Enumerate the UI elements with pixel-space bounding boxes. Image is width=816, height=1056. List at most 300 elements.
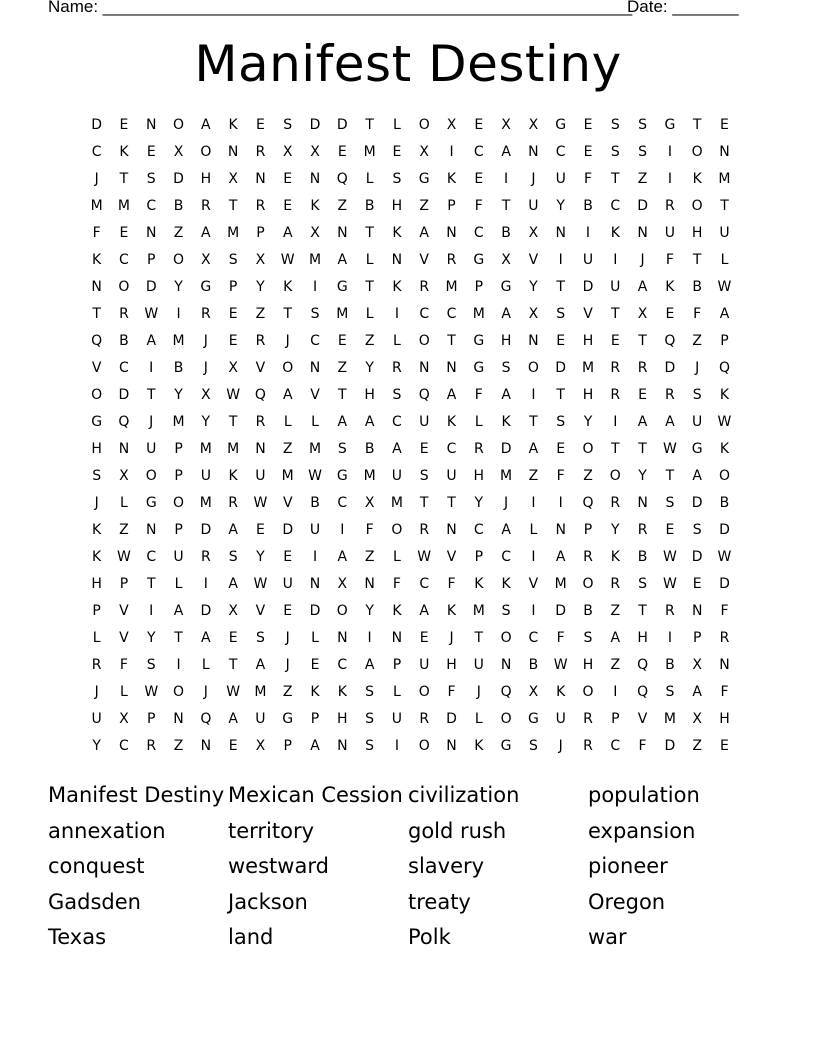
- grid-letter: B: [665, 657, 675, 673]
- grid-letter: U: [391, 711, 403, 727]
- grid-letter: N: [227, 144, 239, 160]
- grid-letter: G: [336, 279, 348, 295]
- grid-letter: E: [638, 387, 648, 403]
- grid-letter: F: [556, 630, 565, 646]
- grid-letter: O: [609, 468, 621, 484]
- grid-letter: O: [391, 522, 403, 538]
- grid-letter: U: [391, 468, 403, 484]
- grid-letter: L: [393, 117, 401, 133]
- grid-letter: S: [528, 738, 538, 754]
- grid-letter: H: [637, 630, 648, 646]
- grid-letter: M: [90, 198, 103, 214]
- grid-letter: N: [719, 144, 730, 160]
- grid-letter: T: [611, 441, 620, 457]
- grid-letter: R: [200, 549, 211, 565]
- grid-letter: E: [474, 171, 484, 187]
- grid-letter: D: [309, 603, 321, 619]
- grid-letter: I: [667, 144, 672, 160]
- grid-letter: W: [253, 576, 268, 592]
- grid-letter: P: [611, 711, 620, 727]
- grid-letter: G: [200, 279, 212, 295]
- grid-letter: K: [92, 549, 102, 565]
- grid-letter: T: [92, 306, 101, 322]
- grid-letter: U: [200, 468, 211, 484]
- grid-letter: T: [665, 468, 675, 484]
- grid-letter: J: [203, 333, 208, 349]
- grid-letter: X: [119, 711, 129, 727]
- grid-letter: V: [528, 252, 539, 268]
- grid-letter: F: [583, 171, 593, 187]
- grid-letter: W: [662, 441, 677, 457]
- grid-letter: O: [118, 279, 130, 295]
- grid-letter: H: [200, 171, 212, 187]
- grid-letter: Y: [474, 495, 484, 511]
- grid-letter: T: [146, 387, 156, 403]
- grid-letter: X: [337, 576, 348, 592]
- grid-letter: W: [553, 657, 568, 673]
- grid-letter: S: [228, 252, 238, 268]
- grid-letter: X: [282, 144, 293, 160]
- name-field-label: Name: ________________________________________________________: [48, 0, 633, 16]
- grid-letter: D: [118, 387, 130, 403]
- grid-letter: A: [337, 414, 348, 430]
- grid-letter: A: [501, 522, 511, 538]
- grid-letter: F: [392, 576, 401, 592]
- grid-letter: L: [720, 252, 729, 268]
- grid-letter: X: [528, 225, 539, 241]
- word-bank-item: Texas: [48, 925, 107, 949]
- grid-letter: D: [637, 198, 648, 214]
- grid-letter: V: [583, 306, 593, 322]
- grid-letter: A: [337, 549, 348, 565]
- grid-letter: D: [664, 738, 676, 754]
- grid-letter: F: [474, 198, 483, 214]
- word-bank-item: annexation: [48, 818, 166, 843]
- grid-letter: P: [119, 576, 129, 592]
- grid-letter: T: [556, 279, 565, 295]
- grid-letter: C: [91, 144, 102, 160]
- grid-letter: L: [174, 576, 183, 592]
- grid-letter: N: [555, 225, 566, 241]
- grid-letter: K: [310, 198, 320, 214]
- grid-letter: H: [337, 711, 348, 727]
- grid-letter: O: [282, 360, 294, 376]
- grid-letter: T: [283, 306, 292, 322]
- grid-letter: Z: [419, 198, 429, 214]
- grid-letter: O: [173, 684, 185, 700]
- grid-letter: K: [92, 522, 102, 538]
- grid-letter: E: [610, 333, 620, 349]
- grid-letter: P: [174, 522, 183, 538]
- grid-letter: L: [365, 171, 374, 187]
- grid-letter: S: [146, 171, 156, 187]
- grid-letter: C: [419, 576, 430, 592]
- grid-letter: X: [201, 387, 211, 403]
- grid-letter: M: [308, 252, 322, 268]
- grid-letter: I: [149, 360, 154, 376]
- grid-letter: T: [638, 441, 647, 457]
- grid-letter: Z: [610, 603, 621, 619]
- grid-letter: N: [391, 252, 403, 268]
- grid-letter: H: [582, 387, 594, 403]
- grid-letter: M: [308, 441, 322, 457]
- grid-letter: V: [255, 603, 266, 619]
- grid-letter: M: [472, 603, 485, 619]
- grid-letter: P: [474, 279, 484, 295]
- grid-letter: D: [555, 603, 567, 619]
- word-bank-item: treaty: [408, 889, 471, 914]
- grid-letter: G: [473, 252, 485, 268]
- grid-letter: D: [145, 279, 157, 295]
- grid-letter: I: [367, 630, 372, 646]
- grid-letter: H: [582, 657, 594, 673]
- grid-letter: S: [146, 657, 156, 673]
- grid-letter: Y: [583, 414, 593, 430]
- grid-letter: T: [501, 198, 511, 214]
- grid-letter: S: [365, 738, 375, 754]
- grid-letter: J: [476, 684, 481, 700]
- grid-letter: Z: [282, 684, 293, 700]
- grid-letter: W: [144, 684, 159, 700]
- grid-letter: M: [227, 441, 240, 457]
- grid-letter: L: [365, 252, 374, 268]
- grid-letter: F: [474, 387, 483, 403]
- grid-letter: X: [692, 657, 702, 673]
- grid-letter: G: [691, 441, 703, 457]
- grid-letter: H: [446, 657, 457, 673]
- grid-letter: C: [473, 225, 484, 241]
- grid-letter: L: [92, 630, 101, 646]
- grid-letter: T: [365, 225, 374, 241]
- grid-letter: X: [228, 360, 238, 376]
- grid-letter: C: [146, 549, 157, 565]
- grid-letter: K: [610, 549, 620, 565]
- grid-letter: T: [611, 171, 620, 187]
- grid-letter: Z: [610, 657, 621, 673]
- grid-letter: K: [610, 225, 620, 241]
- grid-letter: A: [692, 468, 702, 484]
- grid-letter: O: [173, 495, 185, 511]
- word-bank-item: Polk: [408, 925, 451, 949]
- grid-letter: K: [310, 684, 320, 700]
- grid-letter: R: [473, 441, 484, 457]
- grid-letter: A: [392, 441, 402, 457]
- grid-letter: Z: [692, 333, 702, 349]
- grid-letter: D: [282, 522, 294, 538]
- grid-letter: H: [500, 333, 512, 349]
- grid-letter: B: [364, 198, 375, 214]
- grid-letter: U: [473, 657, 484, 673]
- grid-letter: J: [640, 252, 645, 268]
- grid-letter: S: [583, 630, 593, 646]
- grid-letter: C: [419, 306, 430, 322]
- word-bank-item: pioneer: [588, 854, 668, 878]
- grid-letter: B: [119, 333, 129, 349]
- grid-letter: U: [555, 711, 566, 727]
- grid-letter: P: [283, 738, 292, 754]
- grid-letter: W: [117, 549, 131, 565]
- grid-letter: V: [419, 252, 429, 268]
- grid-letter: E: [228, 306, 238, 322]
- grid-letter: E: [419, 441, 429, 457]
- grid-letter: T: [692, 252, 702, 268]
- grid-letter: O: [582, 576, 594, 592]
- grid-letter: U: [664, 225, 675, 241]
- grid-letter: B: [583, 603, 593, 619]
- word-bank-item: westward: [228, 854, 329, 878]
- grid-letter: Z: [692, 738, 702, 754]
- grid-letter: R: [719, 630, 730, 646]
- grid-letter: E: [583, 144, 593, 160]
- grid-letter: R: [255, 198, 266, 214]
- grid-letter: J: [531, 171, 536, 187]
- grid-letter: S: [283, 117, 293, 133]
- grid-letter: T: [419, 495, 429, 511]
- grid-letter: U: [91, 711, 102, 727]
- grid-letter: U: [528, 198, 539, 214]
- grid-letter: B: [583, 198, 593, 214]
- grid-letter: K: [719, 441, 730, 457]
- header-line: [48, 0, 768, 18]
- grid-letter: E: [474, 117, 484, 133]
- grid-letter: X: [419, 144, 429, 160]
- grid-letter: J: [203, 360, 208, 376]
- grid-letter: Z: [364, 333, 375, 349]
- grid-letter: A: [610, 630, 621, 646]
- grid-letter: C: [119, 360, 129, 376]
- grid-letter: A: [501, 306, 511, 322]
- grid-letter: I: [667, 630, 672, 646]
- grid-letter: P: [92, 603, 101, 619]
- grid-letter: O: [691, 198, 703, 214]
- grid-letter: W: [717, 414, 732, 430]
- grid-letter: R: [255, 414, 266, 430]
- grid-letter: D: [691, 549, 703, 565]
- grid-letter: W: [253, 495, 268, 511]
- word-bank-item: land: [228, 925, 274, 949]
- grid-letter: Z: [583, 468, 593, 484]
- grid-letter: V: [446, 549, 457, 565]
- grid-letter: A: [255, 657, 266, 673]
- grid-letter: N: [364, 576, 375, 592]
- grid-letter: K: [719, 387, 730, 403]
- grid-letter: E: [310, 657, 320, 673]
- grid-letter: H: [582, 333, 594, 349]
- grid-letter: T: [692, 117, 702, 133]
- grid-letter: C: [146, 198, 157, 214]
- grid-letter: S: [228, 549, 238, 565]
- grid-letter: E: [283, 603, 293, 619]
- grid-letter: K: [665, 279, 675, 295]
- grid-letter: T: [529, 414, 538, 430]
- grid-letter: J: [203, 684, 208, 700]
- grid-letter: D: [173, 171, 184, 187]
- grid-letter: Y: [365, 603, 374, 619]
- grid-letter: G: [418, 171, 430, 187]
- grid-letter: D: [664, 360, 676, 376]
- grid-letter: E: [283, 198, 293, 214]
- grid-letter: K: [446, 414, 457, 430]
- grid-letter: G: [282, 711, 294, 727]
- grid-letter: K: [228, 468, 238, 484]
- grid-letter: T: [638, 603, 647, 619]
- grid-letter: I: [312, 279, 318, 295]
- grid-letter: Q: [664, 333, 676, 349]
- grid-letter: S: [501, 603, 511, 619]
- word-bank-item: Jackson: [228, 889, 308, 914]
- grid-letter: Q: [200, 711, 212, 727]
- grid-letter: W: [280, 252, 295, 268]
- grid-letter: E: [665, 306, 675, 322]
- grid-letter: O: [418, 117, 430, 133]
- grid-letter: W: [226, 684, 241, 700]
- grid-letter: Q: [91, 333, 103, 349]
- grid-letter: P: [392, 657, 402, 673]
- grid-letter: S: [310, 306, 320, 322]
- grid-letter: H: [473, 468, 485, 484]
- grid-letter: K: [501, 414, 511, 430]
- grid-letter: E: [228, 738, 238, 754]
- grid-letter: R: [228, 495, 238, 511]
- grid-letter: U: [582, 252, 594, 268]
- grid-letter: N: [309, 171, 321, 187]
- grid-letter: A: [310, 738, 320, 754]
- grid-letter: D: [582, 279, 594, 295]
- grid-letter: T: [228, 198, 238, 214]
- grid-letter: H: [691, 225, 703, 241]
- grid-letter: C: [310, 333, 320, 349]
- grid-letter: Y: [529, 279, 538, 295]
- grid-letter: G: [555, 117, 567, 133]
- grid-letter: B: [719, 495, 730, 511]
- grid-letter: H: [719, 711, 730, 727]
- grid-letter: I: [531, 387, 536, 403]
- grid-letter: S: [501, 360, 511, 376]
- word-bank-item: gold rush: [408, 818, 507, 843]
- grid-letter: R: [419, 711, 430, 727]
- grid-letter: L: [393, 333, 401, 349]
- grid-letter: V: [119, 630, 129, 646]
- grid-letter: N: [500, 657, 512, 673]
- grid-letter: A: [201, 630, 211, 646]
- grid-letter: R: [200, 306, 211, 322]
- grid-letter: J: [285, 657, 290, 673]
- grid-letter: X: [446, 117, 457, 133]
- grid-letter: T: [556, 387, 565, 403]
- grid-letter: M: [581, 360, 595, 376]
- grid-letter: J: [695, 360, 700, 376]
- grid-letter: R: [91, 657, 102, 673]
- grid-letter: Y: [92, 738, 101, 754]
- grid-letter: F: [638, 738, 647, 754]
- grid-letter: D: [91, 117, 103, 133]
- grid-letter: C: [473, 522, 484, 538]
- grid-letter: R: [446, 252, 457, 268]
- word-bank-item: expansion: [588, 818, 696, 843]
- grid-letter: W: [662, 576, 677, 592]
- word-bank: [48, 778, 768, 956]
- grid-letter: Y: [556, 198, 565, 214]
- grid-letter: P: [228, 279, 238, 295]
- grid-letter: A: [364, 414, 375, 430]
- grid-letter: Q: [418, 387, 430, 403]
- grid-letter: F: [693, 306, 702, 322]
- grid-letter: X: [255, 738, 266, 754]
- grid-letter: D: [336, 117, 348, 133]
- grid-letter: E: [720, 738, 729, 754]
- word-bank-item: civilization: [408, 783, 520, 807]
- grid-letter: R: [255, 144, 266, 160]
- word-bank-item: Gadsden: [48, 889, 141, 914]
- grid-letter: Y: [256, 279, 265, 295]
- grid-letter: U: [419, 414, 430, 430]
- grid-letter: I: [613, 414, 618, 430]
- grid-letter: X: [637, 306, 648, 322]
- grid-letter: U: [255, 468, 266, 484]
- grid-letter: N: [528, 333, 539, 349]
- grid-letter: N: [337, 225, 348, 241]
- grid-letter: U: [146, 441, 157, 457]
- grid-letter: H: [91, 441, 102, 457]
- grid-letter: X: [201, 252, 211, 268]
- grid-letter: N: [146, 522, 157, 538]
- grid-letter: U: [282, 576, 293, 592]
- grid-letter: K: [501, 576, 511, 592]
- grid-letter: A: [446, 387, 457, 403]
- grid-letter: V: [119, 603, 129, 619]
- grid-letter: J: [449, 630, 454, 646]
- grid-letter: V: [91, 360, 102, 376]
- grid-letter: P: [147, 252, 156, 268]
- grid-letter: A: [337, 252, 348, 268]
- grid-letter: D: [555, 360, 567, 376]
- grid-letter: E: [419, 630, 429, 646]
- grid-letter: D: [200, 522, 212, 538]
- grid-letter: L: [120, 684, 128, 700]
- grid-letter: M: [472, 306, 485, 322]
- grid-letter: M: [500, 468, 513, 484]
- grid-letter: W: [144, 306, 159, 322]
- grid-letter: N: [446, 225, 457, 241]
- grid-letter: C: [119, 738, 129, 754]
- grid-letter: N: [173, 711, 184, 727]
- grid-letter: Y: [365, 360, 374, 376]
- grid-letter: D: [200, 603, 212, 619]
- grid-letter: I: [558, 252, 563, 268]
- word-bank-item: conquest: [48, 854, 145, 878]
- word-bank-item: Mexican Cession: [228, 783, 403, 807]
- grid-letter: O: [145, 468, 157, 484]
- grid-letter: U: [610, 279, 621, 295]
- grid-letter: W: [662, 549, 677, 565]
- grid-letter: N: [637, 225, 648, 241]
- grid-letter: A: [501, 387, 511, 403]
- grid-letter: Y: [611, 522, 620, 538]
- grid-letter: L: [283, 414, 292, 430]
- grid-letter: L: [311, 414, 319, 430]
- date-field-label: Date: _______: [627, 0, 739, 16]
- grid-letter: L: [393, 684, 401, 700]
- grid-letter: J: [94, 495, 99, 511]
- grid-letter: T: [447, 333, 456, 349]
- grid-letter: Z: [282, 441, 293, 457]
- grid-letter: E: [119, 117, 129, 133]
- grid-letter: R: [665, 387, 675, 403]
- grid-letter: V: [255, 360, 266, 376]
- grid-letter: A: [719, 306, 730, 322]
- grid-letter: A: [282, 387, 293, 403]
- grid-letter: N: [309, 360, 321, 376]
